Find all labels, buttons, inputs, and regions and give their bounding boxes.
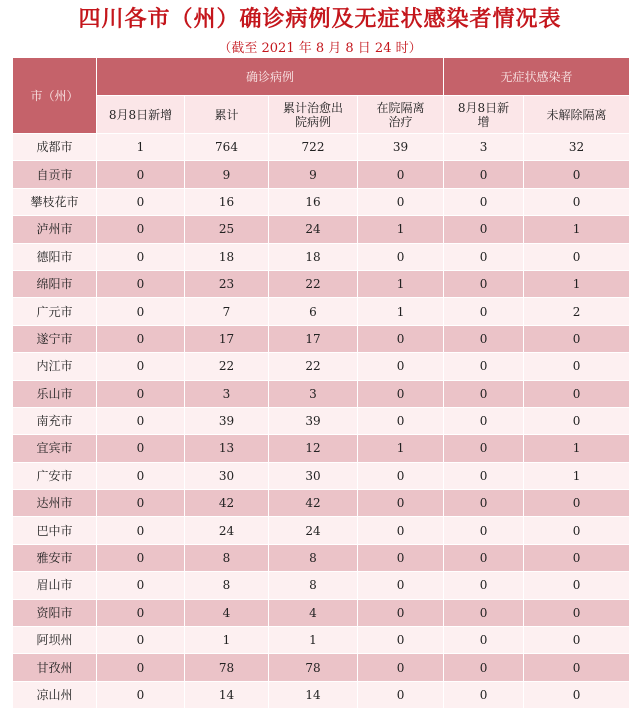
cell-city: 眉山市 [13, 572, 97, 599]
cell-under-isolation: 0 [524, 654, 630, 681]
cell-cumulative: 4 [185, 599, 269, 626]
cell-new-confirmed: 0 [97, 161, 185, 188]
cell-new-asymptomatic: 0 [444, 544, 524, 571]
cell-hospitalized: 39 [358, 134, 444, 161]
cell-new-confirmed: 0 [97, 681, 185, 708]
table-row [13, 681, 630, 708]
cell-under-isolation: 0 [524, 517, 630, 544]
cell-city: 宜宾市 [13, 435, 97, 462]
cell-new-confirmed: 0 [97, 188, 185, 215]
table-row [13, 654, 630, 681]
cell-hospitalized: 0 [358, 325, 444, 352]
cell-city: 乐山市 [13, 380, 97, 407]
cell-under-isolation: 0 [524, 490, 630, 517]
cell-under-isolation: 2 [524, 298, 630, 325]
cell-cumulative: 8 [185, 544, 269, 571]
cell-recovered: 42 [269, 490, 358, 517]
header-recovered: 累计治愈出院病例 [269, 96, 358, 134]
cell-cumulative: 17 [185, 325, 269, 352]
cell-new-asymptomatic: 0 [444, 627, 524, 654]
cell-city: 达州市 [13, 490, 97, 517]
cell-recovered: 9 [269, 161, 358, 188]
table-row [13, 517, 630, 544]
cell-cumulative: 14 [185, 681, 269, 708]
cases-table [12, 57, 630, 709]
cell-under-isolation: 0 [524, 243, 630, 270]
cell-under-isolation: 0 [524, 407, 630, 434]
cell-cumulative: 764 [185, 134, 269, 161]
cell-recovered: 12 [269, 435, 358, 462]
table-row [13, 134, 630, 161]
cell-cumulative: 8 [185, 572, 269, 599]
cell-city: 甘孜州 [13, 654, 97, 681]
header-confirmed-group: 确诊病例 [97, 58, 444, 96]
cell-new-confirmed: 0 [97, 298, 185, 325]
cell-new-asymptomatic: 0 [444, 380, 524, 407]
cell-city: 内江市 [13, 353, 97, 380]
table-body [13, 134, 630, 709]
page-subtitle: （截至 2021 年 8 月 8 日 24 时） [218, 41, 422, 56]
cell-under-isolation: 0 [524, 544, 630, 571]
cell-new-asymptomatic: 0 [444, 353, 524, 380]
cell-city: 泸州市 [13, 216, 97, 243]
cell-hospitalized: 0 [358, 243, 444, 270]
cell-cumulative: 25 [185, 216, 269, 243]
table-row [13, 188, 630, 215]
cell-hospitalized: 0 [358, 517, 444, 544]
cell-hospitalized: 1 [358, 435, 444, 462]
cell-hospitalized: 0 [358, 681, 444, 708]
table-row [13, 325, 630, 352]
cell-city: 攀枝花市 [13, 188, 97, 215]
cell-under-isolation: 1 [524, 435, 630, 462]
cell-under-isolation: 1 [524, 216, 630, 243]
cell-hospitalized: 0 [358, 654, 444, 681]
cell-city: 巴中市 [13, 517, 97, 544]
cell-new-asymptomatic: 0 [444, 435, 524, 462]
cell-new-confirmed: 0 [97, 353, 185, 380]
cell-hospitalized: 0 [358, 627, 444, 654]
header-under-isolation: 未解除隔离 [524, 96, 630, 134]
cell-recovered: 18 [269, 243, 358, 270]
cell-new-asymptomatic: 0 [444, 517, 524, 544]
table-row [13, 462, 630, 489]
cell-city: 南充市 [13, 407, 97, 434]
cell-new-confirmed: 1 [97, 134, 185, 161]
cell-city: 广元市 [13, 298, 97, 325]
table-row [13, 572, 630, 599]
cell-recovered: 78 [269, 654, 358, 681]
cell-cumulative: 78 [185, 654, 269, 681]
cell-cumulative: 1 [185, 627, 269, 654]
cell-hospitalized: 0 [358, 544, 444, 571]
header-asymptomatic-group: 无症状感染者 [444, 58, 630, 96]
cell-under-isolation: 1 [524, 270, 630, 297]
cell-new-asymptomatic: 0 [444, 325, 524, 352]
cell-new-confirmed: 0 [97, 490, 185, 517]
cell-cumulative: 16 [185, 188, 269, 215]
cell-recovered: 16 [269, 188, 358, 215]
cell-cumulative: 3 [185, 380, 269, 407]
cell-recovered: 24 [269, 216, 358, 243]
table-row [13, 380, 630, 407]
table-row [13, 298, 630, 325]
cell-new-asymptomatic: 0 [444, 490, 524, 517]
cell-new-asymptomatic: 0 [444, 599, 524, 626]
cell-hospitalized: 1 [358, 216, 444, 243]
table-row [13, 435, 630, 462]
header-new-asymptomatic: 8月8日新增 [444, 96, 524, 134]
cell-city: 雅安市 [13, 544, 97, 571]
cell-cumulative: 13 [185, 435, 269, 462]
cell-new-asymptomatic: 0 [444, 654, 524, 681]
cell-new-confirmed: 0 [97, 435, 185, 462]
header-new-confirmed: 8月8日新增 [97, 96, 185, 134]
cell-recovered: 8 [269, 572, 358, 599]
cell-hospitalized: 0 [358, 490, 444, 517]
cell-cumulative: 9 [185, 161, 269, 188]
cell-new-asymptomatic: 0 [444, 216, 524, 243]
cell-recovered: 4 [269, 599, 358, 626]
cell-city: 德阳市 [13, 243, 97, 270]
cell-under-isolation: 32 [524, 134, 630, 161]
cell-city: 资阳市 [13, 599, 97, 626]
cell-hospitalized: 0 [358, 462, 444, 489]
cell-new-confirmed: 0 [97, 243, 185, 270]
cell-new-confirmed: 0 [97, 599, 185, 626]
cell-under-isolation: 1 [524, 462, 630, 489]
cell-under-isolation: 0 [524, 353, 630, 380]
cell-new-asymptomatic: 0 [444, 161, 524, 188]
cell-cumulative: 23 [185, 270, 269, 297]
cell-recovered: 30 [269, 462, 358, 489]
cell-cumulative: 22 [185, 353, 269, 380]
cell-recovered: 24 [269, 517, 358, 544]
cell-new-confirmed: 0 [97, 517, 185, 544]
cell-new-asymptomatic: 0 [444, 681, 524, 708]
cell-hospitalized: 0 [358, 407, 444, 434]
cell-recovered: 22 [269, 353, 358, 380]
cell-new-confirmed: 0 [97, 544, 185, 571]
table-row [13, 627, 630, 654]
table-row [13, 270, 630, 297]
cell-new-confirmed: 0 [97, 462, 185, 489]
cell-cumulative: 42 [185, 490, 269, 517]
table-row [13, 490, 630, 517]
cell-new-confirmed: 0 [97, 654, 185, 681]
cell-recovered: 39 [269, 407, 358, 434]
cell-hospitalized: 1 [358, 270, 444, 297]
cell-hospitalized: 0 [358, 188, 444, 215]
cell-city: 成都市 [13, 134, 97, 161]
cell-hospitalized: 0 [358, 572, 444, 599]
cell-recovered: 722 [269, 134, 358, 161]
cell-recovered: 1 [269, 627, 358, 654]
cell-under-isolation: 0 [524, 572, 630, 599]
table-row [13, 243, 630, 270]
table-row [13, 407, 630, 434]
cell-under-isolation: 0 [524, 161, 630, 188]
cell-hospitalized: 0 [358, 353, 444, 380]
cell-new-confirmed: 0 [97, 216, 185, 243]
cell-new-asymptomatic: 0 [444, 243, 524, 270]
cell-new-confirmed: 0 [97, 270, 185, 297]
cell-cumulative: 24 [185, 517, 269, 544]
cell-new-asymptomatic: 0 [444, 188, 524, 215]
page-title: 四川各市（州）确诊病例及无症状感染者情况表 [78, 7, 562, 32]
cell-under-isolation: 0 [524, 681, 630, 708]
header-city: 市（州） [13, 58, 97, 134]
cell-under-isolation: 0 [524, 380, 630, 407]
cell-hospitalized: 0 [358, 380, 444, 407]
header-cumulative: 累计 [185, 96, 269, 134]
cell-new-asymptomatic: 0 [444, 407, 524, 434]
cell-recovered: 14 [269, 681, 358, 708]
header-hospitalized: 在院隔离治疗 [358, 96, 444, 134]
cell-hospitalized: 1 [358, 298, 444, 325]
cell-hospitalized: 0 [358, 599, 444, 626]
cell-cumulative: 18 [185, 243, 269, 270]
cell-recovered: 8 [269, 544, 358, 571]
cell-under-isolation: 0 [524, 325, 630, 352]
cell-new-confirmed: 0 [97, 407, 185, 434]
cell-new-confirmed: 0 [97, 325, 185, 352]
cell-under-isolation: 0 [524, 188, 630, 215]
cell-recovered: 22 [269, 270, 358, 297]
cell-city: 阿坝州 [13, 627, 97, 654]
cell-recovered: 6 [269, 298, 358, 325]
cell-cumulative: 39 [185, 407, 269, 434]
cell-new-confirmed: 0 [97, 572, 185, 599]
cell-under-isolation: 0 [524, 627, 630, 654]
cell-new-asymptomatic: 0 [444, 462, 524, 489]
cell-new-asymptomatic: 0 [444, 572, 524, 599]
table-row [13, 216, 630, 243]
cell-recovered: 17 [269, 325, 358, 352]
table-row [13, 599, 630, 626]
cell-new-asymptomatic: 3 [444, 134, 524, 161]
cell-cumulative: 7 [185, 298, 269, 325]
cell-cumulative: 30 [185, 462, 269, 489]
cell-under-isolation: 0 [524, 599, 630, 626]
table-row [13, 544, 630, 571]
cell-new-confirmed: 0 [97, 380, 185, 407]
table-row [13, 353, 630, 380]
cell-new-asymptomatic: 0 [444, 298, 524, 325]
cell-city: 遂宁市 [13, 325, 97, 352]
cell-recovered: 3 [269, 380, 358, 407]
cell-city: 自贡市 [13, 161, 97, 188]
cell-city: 绵阳市 [13, 270, 97, 297]
cell-new-confirmed: 0 [97, 627, 185, 654]
cell-city: 广安市 [13, 462, 97, 489]
table-row [13, 161, 630, 188]
cell-new-asymptomatic: 0 [444, 270, 524, 297]
cell-hospitalized: 0 [358, 161, 444, 188]
cell-city: 凉山州 [13, 681, 97, 708]
